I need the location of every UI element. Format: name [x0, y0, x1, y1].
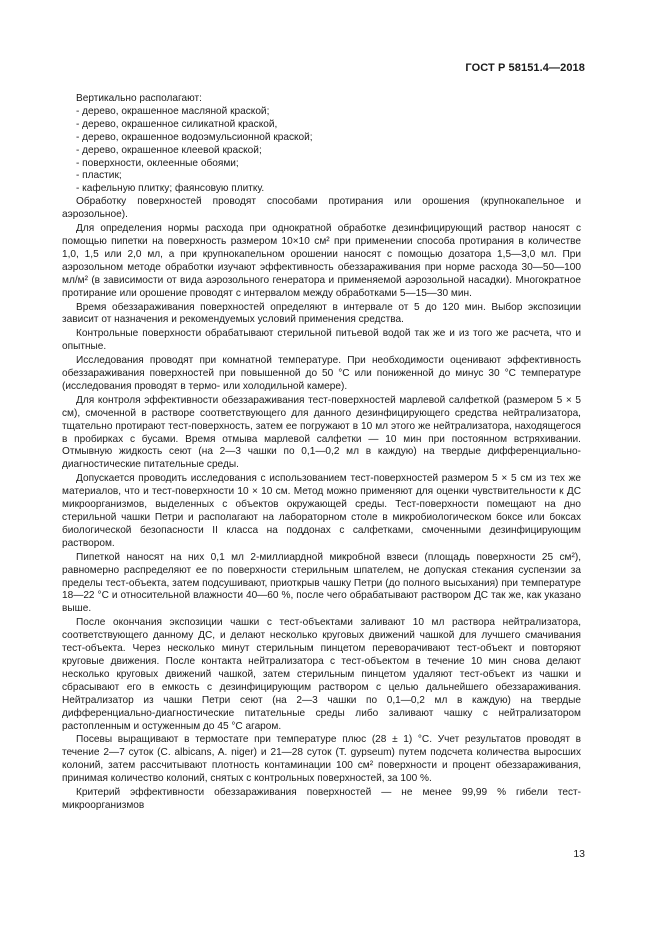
list-item: - дерево, окрашенное масляной краской;: [76, 105, 270, 117]
list-item: - дерево, окрашенное силикатной краской,: [76, 118, 278, 130]
paragraph: Для определения нормы расхода при однократной обработке дезинфицирующий раствор наносят с помощью пипетки на поверхность размером 10×10 см² при применении способа протирания в количестве 1,0, 1,5 или 2,0 мл, а при крупнокапельном орошении наносят с помощью дозатора 1,5—3,0 мл. При аэрозольном методе обработки изучают эффективность обеззараживания при норме расхода 30—50—100 мл/м² (в зависимости от вида аэрозольного генератора и применяемой аэрозольной насадки). Многократное протирание или орошение проводят с интервалом между обработками 5—15—30 мин.: [62, 223, 581, 299]
paragraph: Исследования проводят при комнатной температуре. При необходимости оценивают эффективность обеззараживания поверхностей при повышенной до 50 °С или пониженной до минус 30 °С температуре (исследования проводят в термо- или холодильной камере).: [62, 355, 581, 392]
list-item: - поверхности, оклеенные обоями;: [76, 157, 239, 169]
list-intro: Вертикально располагают:: [76, 93, 202, 104]
document-body: [62, 93, 581, 813]
paragraph: Допускается проводить исследования с использованием тест-поверхностей размером 5 × 5 см из тех же материалов, что и тест-поверхности 10 × 10 см. Метод можно применяют для оценки чувствительности к ДС микроорганизмов, выделенных с объектов окружающей среды. Тест-поверхности помещают на дно стерильной чашки Петри и располагают на лабораторном столе в микробиологическом боксе или боксах биологической безопасности II класса на поддонах с салфетками, смоченными дезинфицирующим раствором.: [62, 473, 581, 549]
page-number: 13: [573, 848, 585, 860]
paragraph: Время обеззараживания поверхностей определяют в интервале от 5 до 120 мин. Выбор экспозиции зависит от назначения и рекомендуемых условий применения средства.: [62, 301, 581, 326]
list-item: - дерево, окрашенное клеевой краской;: [76, 144, 262, 156]
paragraph: Обработку поверхностей проводят способами протирания или орошения (крупнокапельное и аэрозольное).: [62, 196, 581, 221]
paragraph: Критерий эффективности обеззараживания поверхностей — не менее 99,99 % гибели тест-микроорганизмов: [62, 787, 581, 811]
list-item: - дерево, окрашенное водоэмульсионной краской;: [76, 131, 313, 143]
list-item: - кафельную плитку; фаянсовую плитку.: [76, 183, 265, 195]
paragraph: Пипеткой наносят на них 0,1 мл 2-миллиардной микробной взвеси (площадь поверхности 25 см²), равномерно распределяют ее по поверхности стерильным шпателем, не допуская стекания суспензии за пределы тест-объекта, затем подсушивают, приоткрыв чашку Петри (до полного высыхания) при температуре 18—22 °С и относительной влажности 40—60 %, после чего обрабатывают раствором ДС так же, как указано выше.: [62, 551, 581, 615]
document-header-standard: ГОСТ Р 58151.4—2018: [465, 62, 585, 74]
surface-list: [62, 106, 581, 196]
paragraph: После окончания экспозиции чашки с тест-объектами заливают 10 мл раствора нейтрализатора, соответствующего данному ДС, и делают несколько круговых движений чашкой для лучшего смачивания тест-объекта. Через несколько минут стерильным пинцетом переворачивают тест-объект и повторяют круговые движения. После контакта нейтрализатора с тест-объектом в течение 10 мин снова делают несколько круговых движений чашкой, затем стерильным пинцетом удаляют тест-объект из чашки и сбрасывают его в емкость с дезинфицирующим раствором с целью дальнейшего обеззараживания. Нейтрализатор из чашки Петри сеют (на 2—3 чашки по 0,1—0,2 мл в каждую) на твердые дифференциально-диагностические питательные среды либо заливают чашку с нейтрализатором растопленным и остуженным до 45 °С агаром.: [62, 617, 581, 732]
paragraph: Для контроля эффективности обеззараживания тест-поверхностей марлевой салфеткой (размером 5 × 5 см), смоченной в растворе соответствующего для данного дезинфицирующего средства нейтрализатора, тщательно протирают тест-поверхность, затем ее погружают в 10 мл этого же нейтрализатора, находящегося в пробирках с бусами. Время отмыва марлевой салфетки — 10 мин при постоянном встряхивании. Отмывную жидкость сеют (на 2—3 чашки по 0,1—0,2 мл в каждую) на твердые дифференциально-диагностические питательные среды.: [62, 394, 581, 471]
paragraph: Посевы выращивают в термостате при температуре плюс (28 ± 1) °С. Учет результатов проводят в течение 2—7 суток (С. albicans, A. niger) и 21—28 суток (T. gypseum) путем подсчета количества выросших колоний, затем рассчитывают плотность контаминации 100 см² поверхности и процент обеззараживания, принимая количество колоний, снятых с контрольных поверхностей, за 100 %.: [62, 734, 581, 785]
list-item: - пластик;: [76, 170, 122, 182]
paragraph: Контрольные поверхности обрабатывают стерильной питьевой водой так же и из того же расчета, что и опытные.: [62, 328, 581, 353]
